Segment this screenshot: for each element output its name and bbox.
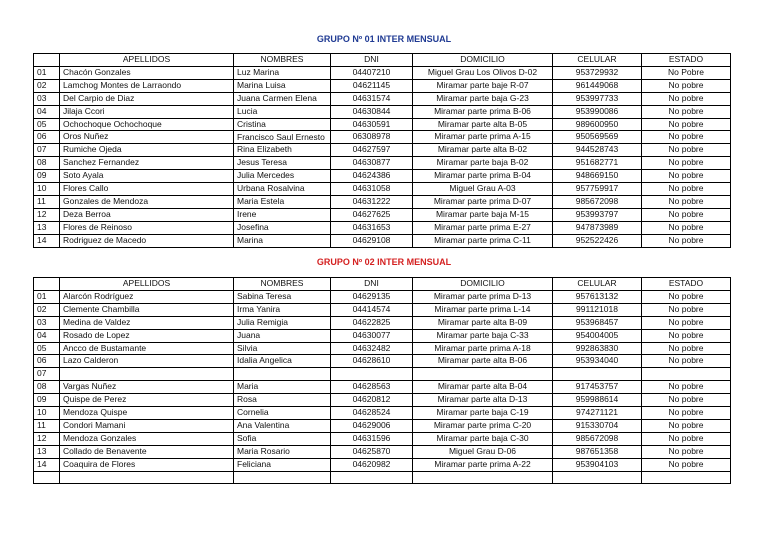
cell-nombres: Silvia [234, 342, 331, 355]
table-row [34, 303, 731, 316]
cell-apellidos: Sanchez Fernandez [60, 157, 234, 170]
cell-estado: No pobre [642, 79, 731, 92]
cell-dni: 06308978 [331, 131, 413, 144]
cell-row-number [34, 471, 60, 484]
cell-dni: 04627625 [331, 208, 413, 221]
cell-apellidos: Mendoza Quispe [60, 407, 234, 420]
cell-apellidos: Alarcón Rodríguez [60, 290, 234, 303]
cell-celular: 953997733 [553, 92, 642, 105]
cell-nombres: Feliciana [234, 458, 331, 471]
cell-row-number: 09 [34, 394, 60, 407]
cell-nombres: Idalia Angelica [234, 355, 331, 368]
cell-estado: No pobre [642, 234, 731, 247]
cell-domicilio: Miramar parte prima C-11 [413, 234, 553, 247]
cell-domicilio: Miramar parte baja C-30 [413, 432, 553, 445]
cell-estado: No pobre [642, 394, 731, 407]
cell-estado: No pobre [642, 342, 731, 355]
cell-domicilio: Miramar parte baja C-33 [413, 329, 553, 342]
cell-dni: 04631058 [331, 183, 413, 196]
cell-apellidos: Flores Callo [60, 183, 234, 196]
cell-dni: 04624386 [331, 170, 413, 183]
cell-celular [553, 368, 642, 381]
cell-dni: 04630844 [331, 105, 413, 118]
table-row [34, 458, 731, 471]
cell-celular: 950569569 [553, 131, 642, 144]
table-row [34, 92, 731, 105]
group2-table [33, 277, 731, 484]
table-row [34, 316, 731, 329]
cell-nombres: Sabina Teresa [234, 290, 331, 303]
cell-apellidos: Rosado de Lopez [60, 329, 234, 342]
cell-estado: No pobre [642, 105, 731, 118]
cell-domicilio: Miguel Grau A-03 [413, 183, 553, 196]
cell-dni: 04631596 [331, 432, 413, 445]
cell-domicilio: Miramar parte prima C-20 [413, 419, 553, 432]
cell-row-number: 10 [34, 407, 60, 420]
cell-row-number: 04 [34, 105, 60, 118]
cell-celular: 953729932 [553, 66, 642, 79]
cell-domicilio: Miramar parte alta B-09 [413, 316, 553, 329]
cell-apellidos: Quispe de Perez [60, 394, 234, 407]
table-row [34, 66, 731, 79]
group1-table [33, 53, 731, 248]
table-row [34, 221, 731, 234]
table-row [34, 355, 731, 368]
table-row [34, 157, 731, 170]
table-row [34, 118, 731, 131]
cell-apellidos: Ancco de Bustamante [60, 342, 234, 355]
cell-apellidos: Gonzales de Mendoza [60, 196, 234, 209]
cell-apellidos: Condori Mamani [60, 419, 234, 432]
cell-domicilio: Miramar parte alta B-02 [413, 144, 553, 157]
table-row [34, 407, 731, 420]
cell-domicilio: Miramar parte prima D-07 [413, 196, 553, 209]
cell-row-number: 12 [34, 432, 60, 445]
cell-apellidos: Rumiche Ojeda [60, 144, 234, 157]
cell-domicilio [413, 471, 553, 484]
table-row [34, 394, 731, 407]
cell-nombres: Jesus Teresa [234, 157, 331, 170]
cell-nombres: Irma Yanira [234, 303, 331, 316]
cell-estado: No pobre [642, 316, 731, 329]
column-header-domicilio: DOMICILIO [413, 54, 553, 67]
cell-celular: 953934040 [553, 355, 642, 368]
column-header-nombres: NOMBRES [234, 54, 331, 67]
cell-dni: 04632482 [331, 342, 413, 355]
cell-dni: 04620982 [331, 458, 413, 471]
cell-apellidos: Chacón Gonzales [60, 66, 234, 79]
cell-nombres: Cornelia [234, 407, 331, 420]
cell-estado: No pobre [642, 329, 731, 342]
cell-celular: 953904103 [553, 458, 642, 471]
cell-nombres: Josefina [234, 221, 331, 234]
cell-nombres: Maria Rosario [234, 445, 331, 458]
cell-apellidos: Del Carpio de Diaz [60, 92, 234, 105]
column-header-nombres: NOMBRES [234, 278, 331, 291]
cell-nombres: Luz Marina [234, 66, 331, 79]
cell-dni: 04629135 [331, 290, 413, 303]
cell-nombres: Maria [234, 381, 331, 394]
cell-dni: 04631653 [331, 221, 413, 234]
table-row [34, 144, 731, 157]
cell-dni: 04414574 [331, 303, 413, 316]
table-row [34, 79, 731, 92]
cell-row-number: 01 [34, 290, 60, 303]
cell-dni: 04407210 [331, 66, 413, 79]
column-header-apellidos: APELLIDOS [60, 54, 234, 67]
table-row [34, 432, 731, 445]
cell-dni: 04625870 [331, 445, 413, 458]
cell-row-number: 02 [34, 79, 60, 92]
cell-estado: No pobre [642, 432, 731, 445]
cell-nombres [234, 471, 331, 484]
cell-apellidos: Soto Ayala [60, 170, 234, 183]
cell-row-number: 09 [34, 170, 60, 183]
cell-estado [642, 471, 731, 484]
table-row [34, 131, 731, 144]
cell-apellidos: Lazo Calderon [60, 355, 234, 368]
column-header-dni: DNI [331, 54, 413, 67]
cell-row-number: 05 [34, 118, 60, 131]
cell-row-number: 10 [34, 183, 60, 196]
cell-estado: No Pobre [642, 66, 731, 79]
cell-nombres: Julia Remigia [234, 316, 331, 329]
cell-celular: 953993797 [553, 208, 642, 221]
table-row [34, 234, 731, 247]
cell-row-number: 02 [34, 303, 60, 316]
cell-row-number: 08 [34, 381, 60, 394]
cell-celular: 917453757 [553, 381, 642, 394]
cell-nombres: Sofia [234, 432, 331, 445]
cell-celular: 957613132 [553, 290, 642, 303]
table-row [34, 381, 731, 394]
cell-nombres: Cristina [234, 118, 331, 131]
cell-domicilio: Miramar parte alta D-13 [413, 394, 553, 407]
cell-domicilio: Miramar parte prima L-14 [413, 303, 553, 316]
cell-apellidos: Medina de Valdez [60, 316, 234, 329]
cell-nombres: Marina [234, 234, 331, 247]
cell-celular: 957759917 [553, 183, 642, 196]
cell-nombres: Irene [234, 208, 331, 221]
cell-apellidos: Vargas Nuñez [60, 381, 234, 394]
cell-celular: 991121018 [553, 303, 642, 316]
cell-estado: No pobre [642, 419, 731, 432]
cell-domicilio: Miramar parte prima E-27 [413, 221, 553, 234]
cell-apellidos: Flores de Reinoso [60, 221, 234, 234]
cell-celular: 944528743 [553, 144, 642, 157]
column-header-celular: CELULAR [553, 278, 642, 291]
cell-domicilio: Miramar parte prima D-13 [413, 290, 553, 303]
cell-celular: 961449068 [553, 79, 642, 92]
cell-apellidos [60, 471, 234, 484]
cell-estado: No pobre [642, 381, 731, 394]
cell-celular: 989600950 [553, 118, 642, 131]
cell-row-number: 13 [34, 221, 60, 234]
cell-domicilio: Miramar parte baja C-19 [413, 407, 553, 420]
cell-apellidos: Oros Nuñez [60, 131, 234, 144]
cell-celular: 959988614 [553, 394, 642, 407]
cell-domicilio: Miramar parte alta B-04 [413, 381, 553, 394]
cell-row-number: 08 [34, 157, 60, 170]
cell-celular: 948669150 [553, 170, 642, 183]
cell-domicilio: Miramar parte prima A-22 [413, 458, 553, 471]
cell-apellidos: Rodriguez de Macedo [60, 234, 234, 247]
cell-domicilio: Miramar parte baje R-07 [413, 79, 553, 92]
table-row [34, 170, 731, 183]
cell-nombres: Rosa [234, 394, 331, 407]
cell-estado: No pobre [642, 170, 731, 183]
column-header-domicilio: DOMICILIO [413, 278, 553, 291]
table-row [34, 196, 731, 209]
table-row [34, 368, 731, 381]
cell-domicilio: Miguel Grau Los Olivos D-02 [413, 66, 553, 79]
cell-row-number: 04 [34, 329, 60, 342]
cell-celular: 987651358 [553, 445, 642, 458]
cell-row-number: 01 [34, 66, 60, 79]
cell-nombres: Rina Elizabeth [234, 144, 331, 157]
cell-domicilio: Miramar parte baja M-15 [413, 208, 553, 221]
cell-nombres: Marina Luisa [234, 79, 331, 92]
cell-dni [331, 471, 413, 484]
cell-dni: 04631222 [331, 196, 413, 209]
cell-apellidos: Clemente Chambilla [60, 303, 234, 316]
cell-dni: 04628524 [331, 407, 413, 420]
cell-celular: 947873989 [553, 221, 642, 234]
column-header-estado: ESTADO [642, 54, 731, 67]
cell-apellidos: Deza Berroa [60, 208, 234, 221]
cell-domicilio: Miramar parte prima A-15 [413, 131, 553, 144]
cell-estado: No pobre [642, 445, 731, 458]
table-row [34, 183, 731, 196]
cell-apellidos [60, 368, 234, 381]
cell-apellidos: Ochochoque Ochochoque [60, 118, 234, 131]
cell-celular: 985672098 [553, 432, 642, 445]
column-header-row-number [34, 54, 60, 67]
cell-nombres [234, 368, 331, 381]
group1-title: GRUPO Nº 01 INTER MENSUAL [316, 34, 452, 44]
cell-estado: No pobre [642, 157, 731, 170]
cell-apellidos: Jilaja Ccori [60, 105, 234, 118]
table-header-row [34, 54, 731, 67]
cell-estado: No pobre [642, 221, 731, 234]
table-row [34, 419, 731, 432]
table-row [34, 342, 731, 355]
cell-dni: 04622825 [331, 316, 413, 329]
cell-domicilio: Miramar parte prima A-18 [413, 342, 553, 355]
cell-celular [553, 471, 642, 484]
cell-celular: 952522426 [553, 234, 642, 247]
cell-estado: No pobre [642, 196, 731, 209]
column-header-celular: CELULAR [553, 54, 642, 67]
column-header-estado: ESTADO [642, 278, 731, 291]
cell-celular: 954004005 [553, 329, 642, 342]
table-header-row [34, 278, 731, 291]
cell-row-number: 06 [34, 355, 60, 368]
cell-dni: 04628563 [331, 381, 413, 394]
group2-title: GRUPO Nº 02 INTER MENSUAL [316, 257, 452, 267]
cell-row-number: 07 [34, 144, 60, 157]
cell-row-number: 11 [34, 196, 60, 209]
cell-apellidos: Collado de Benavente [60, 445, 234, 458]
cell-dni: 04629108 [331, 234, 413, 247]
cell-row-number: 03 [34, 92, 60, 105]
column-header-row-number [34, 278, 60, 291]
cell-apellidos: Lamchog Montes de Larraondo [60, 79, 234, 92]
cell-celular: 951682771 [553, 157, 642, 170]
cell-celular: 915330704 [553, 419, 642, 432]
cell-estado: No pobre [642, 355, 731, 368]
cell-estado: No pobre [642, 458, 731, 471]
cell-domicilio: Miramar parte alta B-05 [413, 118, 553, 131]
cell-dni: 04630077 [331, 329, 413, 342]
cell-dni: 04629006 [331, 419, 413, 432]
cell-domicilio: Miramar parte prima B-04 [413, 170, 553, 183]
cell-celular: 953990086 [553, 105, 642, 118]
cell-row-number: 14 [34, 234, 60, 247]
cell-row-number: 03 [34, 316, 60, 329]
cell-nombres: Maria Estela [234, 196, 331, 209]
cell-row-number: 11 [34, 419, 60, 432]
cell-nombres: Urbana Rosalvina [234, 183, 331, 196]
cell-celular: 985672098 [553, 196, 642, 209]
cell-dni: 04628610 [331, 355, 413, 368]
cell-dni: 04621145 [331, 79, 413, 92]
cell-domicilio: Miguel Grau D-06 [413, 445, 553, 458]
cell-celular: 974271121 [553, 407, 642, 420]
cell-nombres: Julia Mercedes [234, 170, 331, 183]
cell-nombres: Ana Valentina [234, 419, 331, 432]
cell-estado: No pobre [642, 92, 731, 105]
cell-dni: 04627597 [331, 144, 413, 157]
cell-row-number: 14 [34, 458, 60, 471]
cell-row-number: 07 [34, 368, 60, 381]
cell-estado: No pobre [642, 183, 731, 196]
cell-dni [331, 368, 413, 381]
cell-estado: No pobre [642, 118, 731, 131]
cell-dni: 04631574 [331, 92, 413, 105]
cell-estado: No pobre [642, 131, 731, 144]
column-header-apellidos: APELLIDOS [60, 278, 234, 291]
cell-apellidos: Coaquira de Flores [60, 458, 234, 471]
table-row [34, 445, 731, 458]
cell-estado: No pobre [642, 290, 731, 303]
cell-nombres: Juana Carmen Elena [234, 92, 331, 105]
table-row [34, 290, 731, 303]
cell-celular: 992863830 [553, 342, 642, 355]
cell-dni: 04620812 [331, 394, 413, 407]
cell-estado: No pobre [642, 144, 731, 157]
cell-apellidos: Mendoza Gonzales [60, 432, 234, 445]
cell-estado: No pobre [642, 208, 731, 221]
cell-dni: 04630877 [331, 157, 413, 170]
cell-domicilio: Miramar parte baja B-02 [413, 157, 553, 170]
cell-celular: 953968457 [553, 316, 642, 329]
column-header-dni: DNI [331, 278, 413, 291]
cell-row-number: 05 [34, 342, 60, 355]
table-row [34, 329, 731, 342]
cell-estado: No pobre [642, 407, 731, 420]
cell-domicilio: Miramar parte baja G-23 [413, 92, 553, 105]
cell-estado: No pobre [642, 303, 731, 316]
table-row [34, 105, 731, 118]
cell-domicilio: Miramar parte prima B-06 [413, 105, 553, 118]
table-row [34, 208, 731, 221]
cell-nombres: Francisco Saul Ernesto [234, 131, 331, 144]
cell-nombres: Juana [234, 329, 331, 342]
cell-nombres: Lucia [234, 105, 331, 118]
cell-row-number: 06 [34, 131, 60, 144]
cell-row-number: 13 [34, 445, 60, 458]
cell-estado [642, 368, 731, 381]
cell-domicilio [413, 368, 553, 381]
table-row [34, 471, 731, 484]
cell-row-number: 12 [34, 208, 60, 221]
cell-domicilio: Miramar parte alta B-06 [413, 355, 553, 368]
cell-dni: 04630591 [331, 118, 413, 131]
